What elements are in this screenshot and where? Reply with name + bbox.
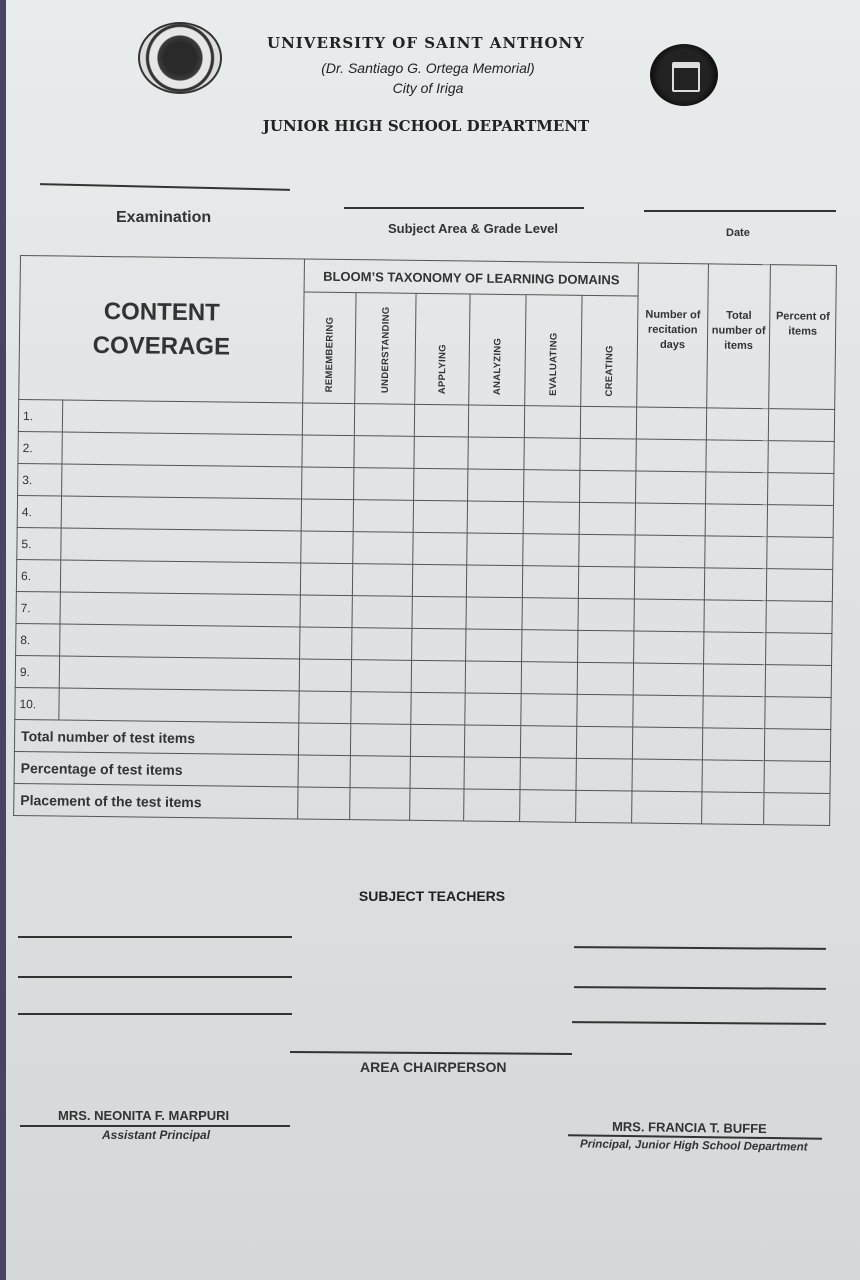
- table-cell[interactable]: [410, 756, 464, 789]
- table-cell[interactable]: [579, 534, 635, 567]
- table-cell[interactable]: [635, 535, 705, 568]
- table-cell[interactable]: [412, 596, 466, 629]
- table-cell[interactable]: [352, 596, 412, 629]
- table-cell[interactable]: [632, 727, 702, 760]
- table-cell[interactable]: [703, 664, 765, 697]
- table-cell[interactable]: [766, 569, 832, 602]
- content-cell[interactable]: [62, 400, 302, 435]
- table-cell[interactable]: [580, 406, 636, 439]
- row-number: 3.: [18, 463, 62, 496]
- table-cell[interactable]: [702, 760, 764, 793]
- principal-name: MRS. FRANCIA T. BUFFE: [611, 1118, 767, 1137]
- form-page: [6, 0, 860, 1280]
- university-name: UNIVERSITY OF SAINT ANTHONY: [267, 34, 585, 52]
- table-cell[interactable]: [354, 404, 414, 437]
- table-cell[interactable]: [353, 532, 413, 565]
- table-cell[interactable]: [298, 787, 350, 820]
- teacher-signature-line: [574, 986, 826, 990]
- taxonomy-title: BLOOM’S TAXONOMY OF LEARNING DOMAINS: [304, 259, 638, 296]
- table-cell[interactable]: [702, 792, 764, 825]
- table-cell[interactable]: [523, 534, 579, 567]
- content-cell[interactable]: [60, 592, 300, 627]
- table-cell[interactable]: [520, 758, 576, 791]
- summary-label: Percentage of test items: [14, 751, 298, 786]
- table-cell[interactable]: [704, 632, 766, 665]
- content-coverage-header: [19, 256, 305, 403]
- row-number: 8.: [16, 623, 60, 656]
- table-cell[interactable]: [764, 729, 830, 762]
- table-cell[interactable]: [632, 759, 702, 792]
- content-cell[interactable]: [60, 560, 300, 595]
- table-cell[interactable]: [302, 435, 354, 468]
- teacher-signature-line: [18, 976, 292, 978]
- domain-label: APPLYING: [436, 344, 448, 395]
- table-cell[interactable]: [410, 788, 464, 821]
- table-cell[interactable]: [578, 566, 634, 599]
- department-title: JUNIOR HIGH SCHOOL DEPARTMENT: [262, 117, 590, 135]
- table-cell[interactable]: [636, 471, 706, 504]
- table-cell[interactable]: [412, 628, 466, 661]
- domain-label: CREATING: [603, 344, 615, 397]
- table-cell[interactable]: [350, 788, 410, 821]
- table-cell[interactable]: [410, 724, 464, 757]
- principal-title: Principal, Junior High School Department: [579, 1138, 808, 1154]
- table-cell[interactable]: [633, 663, 703, 696]
- domain-header: [355, 293, 416, 405]
- subject-label: Subject Area & Grade Level: [388, 221, 559, 236]
- table-cell[interactable]: [352, 564, 412, 597]
- domain-label: REMEMBERING: [323, 317, 336, 393]
- university-subtitle: (Dr. Santiago G. Ortega Memorial): [321, 60, 535, 76]
- table-cell[interactable]: [413, 532, 467, 565]
- recitation-days-header: Number of recitation days: [637, 263, 709, 408]
- examination-label: Examination: [116, 209, 212, 226]
- table-cell[interactable]: [522, 630, 578, 663]
- area-chairperson-label: AREA CHAIRPERSON: [360, 1059, 507, 1075]
- table-cell[interactable]: [768, 473, 834, 506]
- table-cell[interactable]: [351, 660, 411, 693]
- row-number: 5.: [17, 527, 61, 560]
- table-cell[interactable]: [521, 694, 577, 727]
- city-name: City of Iriga: [392, 80, 464, 96]
- table-cell[interactable]: [633, 695, 703, 728]
- table-cell[interactable]: [468, 469, 524, 502]
- content-coverage-line1: CONTENT: [103, 297, 220, 326]
- table-cell[interactable]: [302, 467, 354, 500]
- table-cell[interactable]: [467, 533, 523, 566]
- table-cell[interactable]: [411, 692, 465, 725]
- table-cell[interactable]: [765, 697, 831, 730]
- domain-header: [581, 295, 638, 407]
- table-cell[interactable]: [464, 757, 520, 790]
- table-cell[interactable]: [764, 793, 830, 826]
- table-cell[interactable]: [577, 662, 633, 695]
- table-cell[interactable]: [634, 631, 704, 664]
- content-cell[interactable]: [62, 432, 302, 467]
- table-cell[interactable]: [636, 407, 706, 440]
- table-cell[interactable]: [523, 502, 579, 535]
- table-cell[interactable]: [414, 468, 468, 501]
- content-cell[interactable]: [61, 528, 301, 563]
- table-cell[interactable]: [767, 537, 833, 570]
- table-cell[interactable]: [767, 505, 833, 538]
- row-number: 2.: [18, 431, 62, 464]
- table-cell[interactable]: [466, 597, 522, 630]
- row-number: 4.: [17, 495, 61, 528]
- table-cell[interactable]: [578, 598, 634, 631]
- table-cell[interactable]: [300, 627, 352, 660]
- teacher-signature-line: [572, 1021, 826, 1025]
- table-cell[interactable]: [352, 628, 412, 661]
- assistant-principal-name: MRS. NEONITA F. MARPURI: [58, 1108, 230, 1123]
- table-cell[interactable]: [465, 661, 521, 694]
- domain-header: [303, 292, 356, 404]
- table-cell[interactable]: [764, 761, 830, 794]
- table-cell[interactable]: [634, 599, 704, 632]
- table-cell[interactable]: [705, 504, 767, 537]
- table-cell[interactable]: [522, 598, 578, 631]
- table-cell[interactable]: [351, 692, 411, 725]
- table-cell[interactable]: [704, 600, 766, 633]
- table-cell[interactable]: [300, 563, 352, 596]
- table-cell[interactable]: [466, 629, 522, 662]
- table-cell[interactable]: [414, 404, 468, 437]
- table-cell[interactable]: [350, 724, 410, 757]
- table-cell[interactable]: [766, 601, 832, 634]
- domain-label: UNDERSTANDING: [379, 306, 392, 394]
- domain-header: [525, 295, 582, 407]
- table-cell[interactable]: [706, 440, 768, 473]
- table-cell[interactable]: [522, 566, 578, 599]
- summary-label: Total number of test items: [14, 719, 298, 754]
- summary-label: Placement of the test items: [14, 783, 298, 818]
- table-cell[interactable]: [520, 726, 576, 759]
- row-number: 10.: [15, 687, 59, 720]
- table-cell[interactable]: [301, 499, 353, 532]
- content-cell[interactable]: [60, 624, 300, 659]
- examination-line: [40, 183, 290, 191]
- teacher-signature-line: [18, 1013, 292, 1015]
- table-cell[interactable]: [412, 564, 466, 597]
- teacher-signature-line: [574, 946, 826, 950]
- assistant-principal-line: [20, 1125, 290, 1127]
- table-cell[interactable]: [350, 756, 410, 789]
- table-cell[interactable]: [298, 755, 350, 788]
- table-cell[interactable]: [578, 630, 634, 663]
- table-cell[interactable]: [466, 565, 522, 598]
- table-cell[interactable]: [413, 500, 467, 533]
- table-cell[interactable]: [298, 723, 350, 756]
- domain-header: [469, 294, 526, 406]
- date-line: [644, 210, 836, 212]
- percent-items-header: Percent of items: [769, 265, 837, 410]
- table-cell[interactable]: [302, 403, 354, 436]
- table-cell[interactable]: [468, 405, 524, 438]
- table-cell[interactable]: [299, 659, 351, 692]
- table-cell[interactable]: [705, 536, 767, 569]
- content-cell[interactable]: [59, 688, 299, 723]
- table-cell[interactable]: [702, 728, 764, 761]
- table-cell[interactable]: [580, 438, 636, 471]
- table-cell[interactable]: [301, 531, 353, 564]
- table-cell[interactable]: [703, 696, 765, 729]
- summary-rows: [14, 719, 831, 825]
- content-coverage-line2: COVERAGE: [92, 331, 231, 361]
- table-cell[interactable]: [354, 468, 414, 501]
- area-chairperson-line: [290, 1051, 572, 1055]
- table-cell[interactable]: [576, 790, 632, 823]
- table-cell[interactable]: [579, 502, 635, 535]
- table-cell[interactable]: [414, 436, 468, 469]
- table-cell[interactable]: [524, 470, 580, 503]
- table-cell[interactable]: [524, 438, 580, 471]
- row-number: 9.: [15, 655, 59, 688]
- table-cell[interactable]: [577, 694, 633, 727]
- table-cell[interactable]: [520, 790, 576, 823]
- content-cell[interactable]: [59, 656, 299, 691]
- domain-label: ANALYZING: [491, 337, 504, 395]
- table-cell[interactable]: [521, 662, 577, 695]
- teacher-signature-line: [18, 936, 292, 938]
- table-cell[interactable]: [576, 726, 632, 759]
- subject-teachers-label: SUBJECT TEACHERS: [358, 888, 506, 904]
- assistant-principal-title: Assistant Principal: [102, 1128, 211, 1142]
- domain-label: EVALUATING: [547, 332, 560, 396]
- table-cell[interactable]: [354, 436, 414, 469]
- total-items-header: Total number of items: [707, 264, 771, 409]
- table-cell[interactable]: [353, 500, 413, 533]
- table-cell[interactable]: [704, 568, 766, 601]
- table-cell[interactable]: [464, 725, 520, 758]
- table-cell[interactable]: [299, 691, 351, 724]
- table-cell[interactable]: [766, 633, 832, 666]
- table-cell[interactable]: [632, 791, 702, 824]
- table-of-specifications: [13, 255, 837, 826]
- table-cell[interactable]: [524, 406, 580, 439]
- content-cell[interactable]: [62, 464, 302, 499]
- table-cell[interactable]: [706, 408, 768, 441]
- table-cell[interactable]: [580, 470, 636, 503]
- table-cell[interactable]: [576, 758, 632, 791]
- date-label: Date: [726, 227, 750, 239]
- table-cell[interactable]: [634, 567, 704, 600]
- row-number: 1.: [18, 399, 62, 432]
- table-cell[interactable]: [768, 441, 834, 474]
- subject-line: [344, 207, 584, 209]
- domain-header: [415, 293, 470, 405]
- table-cell[interactable]: [411, 660, 465, 693]
- table-cell[interactable]: [300, 595, 352, 628]
- table-cell[interactable]: [635, 503, 705, 536]
- row-number: 6.: [16, 559, 60, 592]
- table-cell[interactable]: [468, 437, 524, 470]
- row-number: 7.: [16, 591, 60, 624]
- table-cell[interactable]: [765, 665, 831, 698]
- table-cell[interactable]: [464, 789, 520, 822]
- table-cell[interactable]: [636, 439, 706, 472]
- content-rows: [15, 399, 835, 729]
- content-cell[interactable]: [61, 496, 301, 531]
- table-cell[interactable]: [768, 409, 834, 442]
- table-cell[interactable]: [467, 501, 523, 534]
- table-cell[interactable]: [706, 472, 768, 505]
- table-cell[interactable]: [465, 693, 521, 726]
